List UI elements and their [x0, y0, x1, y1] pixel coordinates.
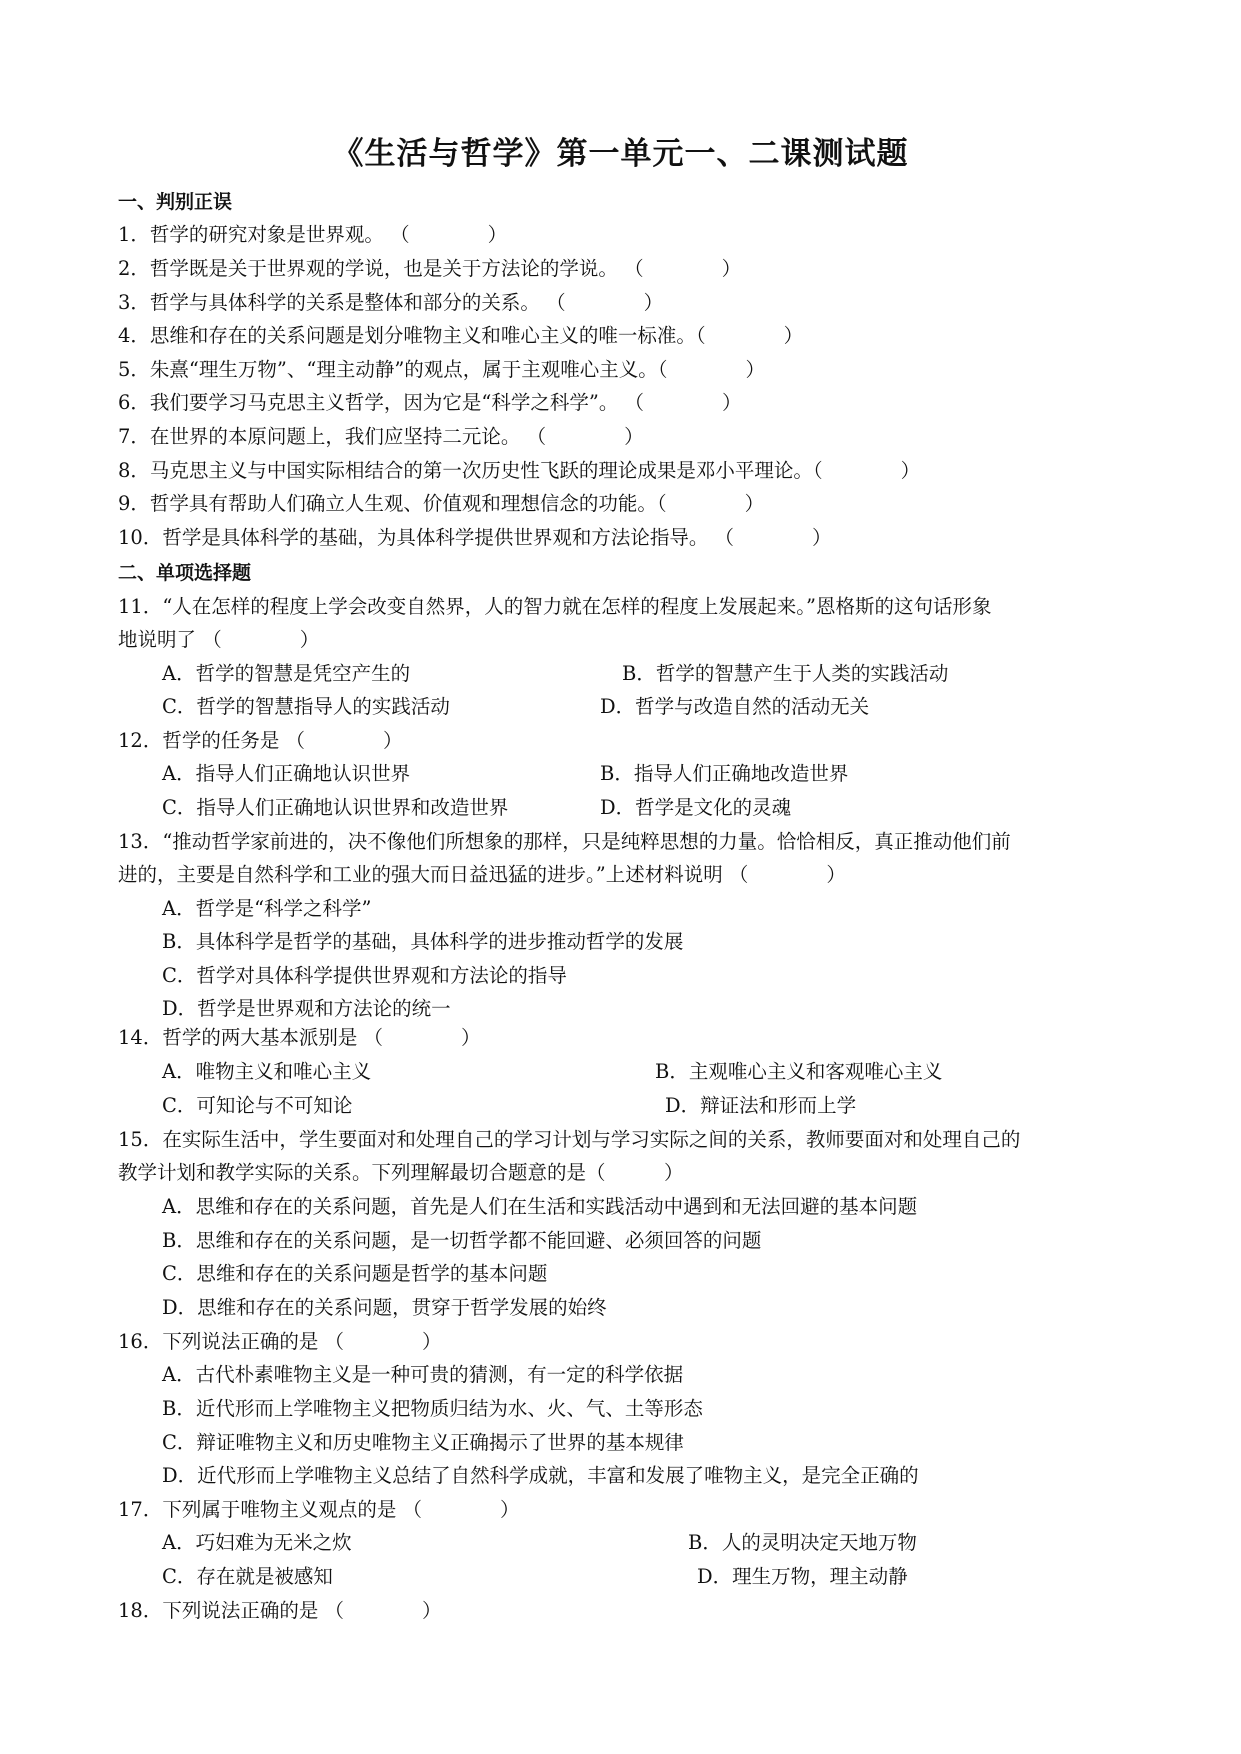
q11-option-d: D．哲学与改造自然的活动无关 [600, 695, 870, 718]
section-heading-single-choice: 二、单项选择题 [118, 562, 252, 584]
q17-option-b: B．人的灵明决定天地万物 [688, 1531, 917, 1554]
question-13-stem-cont: 进的，主要是自然科学和工业的强大而日益迅猛的进步。”上述材料说明 （ ） [118, 863, 846, 886]
question-6: 6．我们要学习马克思主义哲学，因为它是“科学之科学”。 （ ） [118, 391, 742, 414]
q13-option-d: D．哲学是世界观和方法论的统一 [162, 997, 451, 1020]
question-11-stem-cont: 地说明了 （ ） [118, 628, 320, 651]
q12-option-a: A．指导人们正确地认识世界 [162, 762, 411, 785]
question-17-stem: 17．下列属于唯物主义观点的是 （ ） [118, 1498, 520, 1521]
q17-option-d: D．理生万物，理主动静 [697, 1565, 908, 1588]
q12-option-c: C．指导人们正确地认识世界和改造世界 [162, 796, 509, 819]
q17-option-a: A．巧妇难为无米之炊 [162, 1531, 352, 1554]
q11-option-c: C．哲学的智慧指导人的实践活动 [162, 695, 450, 718]
q11-option-b: B．哲学的智慧产生于人类的实践活动 [622, 662, 949, 685]
question-10: 10．哲学是具体科学的基础，为具体科学提供世界观和方法论指导。 （ ） [118, 526, 832, 549]
q17-option-c: C．存在就是被感知 [162, 1565, 333, 1588]
section-heading-true-false: 一、判别正误 [118, 191, 233, 213]
q14-option-b: B．主观唯心主义和客观唯心主义 [655, 1060, 943, 1083]
q16-option-d: D．近代形而上学唯物主义总结了自然科学成就，丰富和发展了唯物主义，是完全正确的 [162, 1464, 919, 1487]
q13-option-c: C．哲学对具体科学提供世界观和方法论的指导 [162, 964, 567, 987]
q11-option-a: A．哲学的智慧是凭空产生的 [162, 662, 411, 685]
q14-option-d: D．辩证法和形而上学 [665, 1094, 857, 1117]
question-15-stem-cont: 教学计划和教学实际的关系。下列理解最切合题意的是（ ） [118, 1161, 684, 1184]
q12-option-d: D．哲学是文化的灵魂 [600, 796, 792, 819]
q16-option-c: C．辩证唯物主义和历史唯物主义正确揭示了世界的基本规律 [162, 1431, 684, 1454]
q13-option-a: A．哲学是“科学之科学” [162, 897, 372, 920]
question-1: 1．哲学的研究对象是世界观。 （ ） [118, 223, 508, 246]
q13-option-b: B．具体科学是哲学的基础，具体科学的进步推动哲学的发展 [162, 930, 684, 953]
question-7: 7．在世界的本原问题上，我们应坚持二元论。 （ ） [118, 425, 644, 448]
question-11-stem: 11．“人在怎样的程度上学会改变自然界，人的智力就在怎样的程度上发展起来。”恩格斯的这句话形象 [118, 595, 992, 618]
q15-option-b: B．思维和存在的关系问题，是一切哲学都不能回避、必须回答的问题 [162, 1229, 762, 1252]
q16-option-b: B．近代形而上学唯物主义把物质归结为水、火、气、土等形态 [162, 1397, 703, 1420]
q16-option-a: A．古代朴素唯物主义是一种可贵的猜测，有一定的科学依据 [162, 1363, 684, 1386]
question-14-stem: 14．哲学的两大基本派别是 （ ） [118, 1026, 481, 1049]
q14-option-a: A．唯物主义和唯心主义 [162, 1060, 372, 1083]
q15-option-c: C．思维和存在的关系问题是哲学的基本问题 [162, 1262, 548, 1285]
question-3: 3．哲学与具体科学的关系是整体和部分的关系。 （ ） [118, 291, 664, 314]
q12-option-b: B．指导人们正确地改造世界 [600, 762, 849, 785]
q14-option-c: C．可知论与不可知论 [162, 1094, 353, 1117]
question-4: 4．思维和存在的关系问题是划分唯物主义和唯心主义的唯一标准。（ ） [118, 324, 804, 347]
question-18-stem: 18．下列说法正确的是 （ ） [118, 1599, 442, 1622]
question-13-stem: 13．“推动哲学家前进的，决不像他们所想象的那样，只是纯粹思想的力量。恰恰相反，真正推动他们前 [118, 830, 1011, 853]
page-title: 《生活与哲学》第一单元一、二课测试题 [332, 136, 909, 172]
question-12-stem: 12．哲学的任务是 （ ） [118, 729, 403, 752]
question-9: 9．哲学具有帮助人们确立人生观、价值观和理想信念的功能。（ ） [118, 492, 765, 515]
question-8: 8．马克思主义与中国实际相结合的第一次历史性飞跃的理论成果是邓小平理论。（ ） [118, 459, 921, 482]
q15-option-d: D．思维和存在的关系问题，贯穿于哲学发展的始终 [162, 1296, 607, 1319]
question-2: 2．哲学既是关于世界观的学说，也是关于方法论的学说。 （ ） [118, 257, 742, 280]
question-16-stem: 16．下列说法正确的是 （ ） [118, 1330, 442, 1353]
q15-option-a: A．思维和存在的关系问题，首先是人们在生活和实践活动中遇到和无法回避的基本问题 [162, 1195, 918, 1218]
question-5: 5．朱熹“理生万物”、“理主动静”的观点，属于主观唯心主义。（ ） [118, 358, 766, 381]
question-15-stem: 15．在实际生活中，学生要面对和处理自己的学习计划与学习实际之间的关系，教师要面对和处理自己的 [118, 1128, 1021, 1151]
